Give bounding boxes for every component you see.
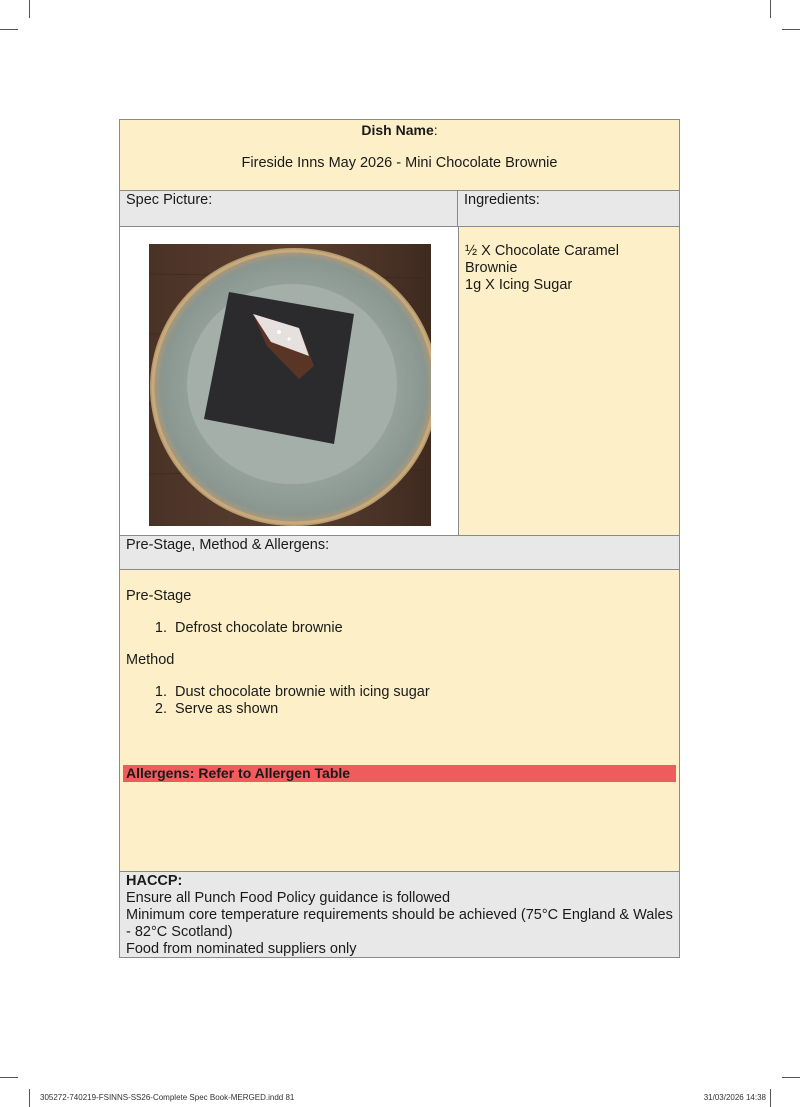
footer-filename: 305272-740219-FSINNS-SS26-Complete Spec Book-MERGED.indd 81 [40, 1093, 295, 1102]
spec-picture-header: Spec Picture: [120, 191, 458, 226]
crop-mark [29, 1089, 30, 1107]
crop-mark [0, 29, 18, 30]
crop-mark [0, 1077, 18, 1078]
footer-timestamp: 31/03/2026 14:38 [703, 1093, 766, 1102]
crop-mark [29, 0, 30, 18]
spec-sheet-table [119, 119, 680, 958]
method-row [120, 570, 679, 872]
method-header-row [120, 536, 679, 570]
crop-mark [770, 1089, 771, 1107]
picture-ingredients-row [120, 227, 679, 536]
ingredients-header: Ingredients: [464, 192, 540, 208]
ingredient-item: 1g X Icing Sugar [465, 277, 573, 293]
method-step: 1. Dust chocolate brownie with icing sugar [171, 684, 673, 701]
method-steps [126, 684, 673, 718]
method-step: 2. Serve as shown [171, 701, 673, 718]
dish-name: Fireside Inns May 2026 - Mini Chocolate Brownie [241, 155, 558, 171]
dish-name-row [120, 120, 679, 191]
haccp-line: Food from nominated suppliers only [126, 941, 357, 957]
haccp-row [120, 872, 679, 957]
crop-mark [782, 29, 800, 30]
method-title: Method [126, 652, 175, 668]
haccp-line: Minimum core temperature requirements should be achieved (75°C England & Wales - 82°C Scotland) [126, 907, 673, 940]
method-header: Pre-Stage, Method & Allergens: [126, 537, 330, 553]
crop-mark [782, 1077, 800, 1078]
spec-picture-cell [120, 227, 459, 535]
haccp-title: HACCP: [126, 873, 183, 889]
dish-name-label: Dish Name: [361, 122, 438, 138]
prestage-steps [126, 620, 673, 637]
haccp-line: Ensure all Punch Food Policy guidance is followed [126, 890, 451, 906]
prestage-title: Pre-Stage [126, 588, 192, 604]
prestage-step: 1. Defrost chocolate brownie [171, 620, 673, 637]
picture-ingredients-header-row [120, 191, 679, 227]
allergen-banner: Allergens: Refer to Allergen Table [123, 765, 676, 782]
crop-mark [770, 0, 771, 18]
ingredient-item: ½ X Chocolate Caramel Brownie [465, 243, 619, 276]
ingredients-cell [459, 227, 679, 535]
brownie-photo [149, 244, 431, 526]
